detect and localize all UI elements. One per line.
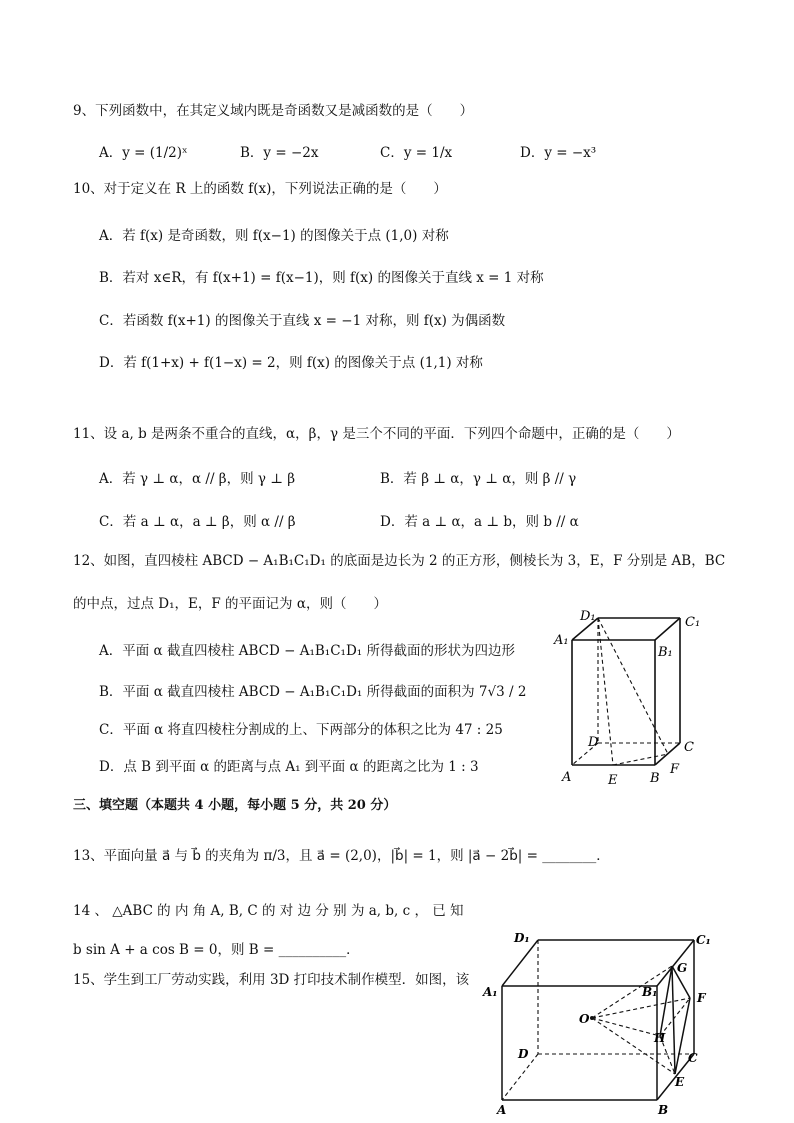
- q9-option-d: D．y = −x³: [520, 145, 597, 161]
- q15-cube-figure: [482, 928, 712, 1118]
- q12-label-e: E: [608, 773, 618, 788]
- q15-label-h: H: [654, 1031, 666, 1045]
- q12-label-b: B: [650, 771, 660, 786]
- q10-option-c: C．若函数 f(x+1) 的图像关于直线 x = −1 对称，则 f(x) 为偶函数: [99, 313, 506, 329]
- q12-stem-line2: 的中点，过点 D₁，E，F 的平面记为 α，则（ ）: [73, 596, 387, 612]
- q12-label-c: C: [684, 740, 694, 755]
- q15-label-c1: C₁: [696, 933, 711, 947]
- q13-stem: 13、平面向量 a⃗ 与 b⃗ 的夹角为 π/3，且 a⃗ = (2,0)，|b⃗| = 1，则 |a⃗ − 2b⃗| = ________．: [73, 848, 610, 864]
- section-3-title: 三、填空题（本题共 4 小题，每小题 5 分，共 20 分）: [73, 798, 397, 813]
- q15-label-f: F: [697, 991, 706, 1005]
- q12-stem-line1: 12、如图，直四棱柱 ABCD − A₁B₁C₁D₁ 的底面是边长为 2 的正方形，侧棱长为 3，E，F 分别是 AB，BC: [73, 553, 726, 569]
- q15-label-b1: B₁: [642, 985, 658, 999]
- q12-label-a: A: [562, 770, 572, 785]
- q15-stem: 15、学生到工厂劳动实践，利用 3D 打印技术制作模型．如图，该: [73, 972, 470, 988]
- q12-label-a1: A₁: [554, 633, 569, 648]
- q11-stem: 11、设 a, b 是两条不重合的直线，α，β，γ 是三个不同的平面．下列四个命题中，正确的是（ ）: [73, 426, 680, 442]
- q15-label-e: E: [675, 1075, 685, 1089]
- q9-option-c: C．y = 1/x: [380, 145, 453, 161]
- q12-option-b: B．平面 α 截直四棱柱 ABCD − A₁B₁C₁D₁ 所得截面的面积为 7√3 / 2: [99, 684, 527, 700]
- q10-option-b: B．若对 x∈R，有 f(x+1) = f(x−1)，则 f(x) 的图像关于直线 x = 1 对称: [99, 270, 544, 286]
- q12-option-c: C．平面 α 将直四棱柱分割成的上、下两部分的体积之比为 47 : 25: [99, 722, 503, 738]
- q9-stem: 9、下列函数中，在其定义域内既是奇函数又是减函数的是（ ）: [73, 103, 474, 119]
- q12-prism-figure: [550, 600, 730, 800]
- q12-label-c1: C₁: [685, 615, 701, 630]
- q9-option-a: A．y = (1/2)ˣ: [99, 145, 188, 161]
- q15-label-a1: A₁: [483, 985, 498, 999]
- q12-label-d1: D₁: [580, 609, 596, 624]
- q15-label-d1: D₁: [514, 931, 530, 945]
- q11-option-b: B．若 β ⊥ α，γ ⊥ α，则 β // γ: [380, 471, 577, 487]
- q15-label-g: G: [677, 961, 688, 975]
- q15-label-d: D: [518, 1047, 529, 1061]
- q15-label-o: O: [579, 1012, 590, 1026]
- q9-option-b: B．y = −2x: [240, 145, 319, 161]
- q10-stem: 10、对于定义在 R 上的函数 f(x)，下列说法正确的是（ ）: [73, 181, 447, 197]
- q11-option-d: D．若 a ⊥ α，a ⊥ b，则 b // α: [380, 514, 579, 530]
- q12-option-d: D．点 B 到平面 α 的距离与点 A₁ 到平面 α 的距离之比为 1 : 3: [99, 759, 479, 775]
- q12-label-f: F: [670, 762, 680, 777]
- q11-option-a: A．若 γ ⊥ α，α // β，则 γ ⊥ β: [99, 471, 296, 487]
- q15-label-c: C: [688, 1051, 698, 1065]
- q14-line1: 14 、 △ABC 的 内 角 A, B, C 的 对 边 分 别 为 a, b, c ， 已 知: [73, 903, 464, 919]
- q10-option-a: A．若 f(x) 是奇函数，则 f(x−1) 的图像关于点 (1,0) 对称: [99, 228, 449, 244]
- q11-option-c: C．若 a ⊥ α，a ⊥ β，则 α // β: [99, 514, 296, 530]
- q10-option-d: D．若 f(1+x) + f(1−x) = 2，则 f(x) 的图像关于点 (1,1) 对称: [99, 355, 483, 371]
- q12-label-b1: B₁: [658, 645, 673, 660]
- q12-label-d: D: [588, 735, 599, 750]
- q12-option-a: A．平面 α 截直四棱柱 ABCD − A₁B₁C₁D₁ 所得截面的形状为四边形: [99, 643, 515, 659]
- q15-label-b: B: [658, 1103, 669, 1117]
- q15-label-a: A: [497, 1103, 507, 1117]
- q14-line2: b sin A + a cos B = 0，则 B = __________．: [73, 942, 360, 958]
